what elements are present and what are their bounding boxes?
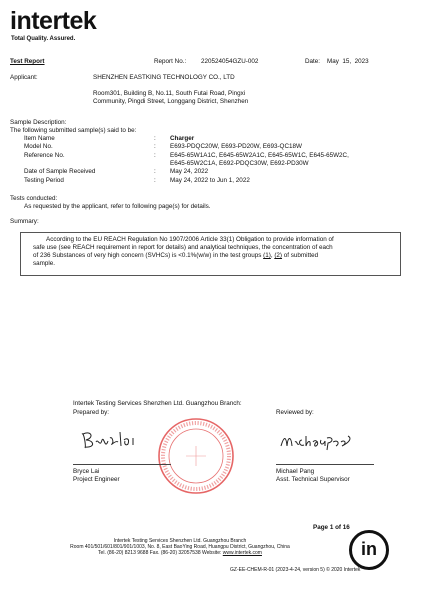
applicant-address-line2: Community, Pingdi Street, Longgang District, Shenzhen	[93, 98, 249, 105]
reviewed-by-label: Reviewed by:	[276, 409, 314, 416]
page-indicator	[313, 524, 350, 532]
prepared-by-label: Prepared by:	[73, 409, 110, 416]
reference-no-value: E645-65W1A1C, E645-65W2A1C, E645-65W1C, E645-65W2C,	[170, 152, 349, 159]
page-current: 1	[329, 524, 334, 531]
sample-row-label: Reference No.	[24, 152, 65, 159]
page-of: of	[335, 524, 342, 531]
intertek-logo: intertek	[10, 7, 97, 35]
test-group-link-2[interactable]: (2)	[274, 252, 283, 259]
summary-separator: ,	[270, 252, 275, 259]
date-received-value: May 24, 2022	[170, 168, 209, 175]
sample-heading: Sample Description:	[10, 119, 67, 126]
summary-line	[33, 252, 318, 260]
sample-row-colon: :	[154, 152, 156, 159]
signature-line	[73, 464, 171, 465]
summary-line: sample.	[33, 260, 56, 267]
sample-row-colon: :	[154, 177, 156, 184]
summary-line: safe use (see REACH requirement in report for details) and analytical techniques, the concentration of each	[33, 244, 333, 251]
company-stamp	[156, 416, 236, 496]
tests-text: As requested by the applicant, refer to following page(s) for details.	[24, 203, 211, 210]
sample-row-label: Item Name	[24, 135, 55, 142]
logo-tagline: Total Quality. Assured.	[11, 36, 76, 42]
footer-company: Intertek Testing Services Shenzhen Ltd. Guangzhou Branch	[113, 538, 247, 544]
date-value: May 15, 2023	[327, 58, 369, 65]
branch-name: Intertek Testing Services Shenzhen Ltd. Guangzhou Branch:	[73, 400, 242, 407]
reviewed-title: Asst. Technical Supervisor	[276, 476, 350, 483]
reviewed-name: Michael Pang	[276, 468, 315, 475]
sample-row-label: Testing Period	[24, 177, 64, 184]
page-label: Page	[313, 524, 329, 531]
sample-row-label: Model No.	[24, 143, 53, 150]
sample-row-colon: :	[154, 168, 156, 175]
summary-line3-text: of 236 Substances of very high concern (SVHCs) is <0.1%(w/w) in the test groups	[33, 252, 264, 259]
website-link[interactable]: www.intertek.com	[222, 550, 262, 556]
applicant-address-line1: Room301, Building B, No.11, South Futai Road, Pingxi	[93, 90, 246, 97]
test-group-link-1[interactable]: (1)	[263, 252, 271, 259]
signature-line	[276, 464, 374, 465]
footer-doc-code: GZ-EE-CHEM-R-01 (2023-4-24, version 5) © 2020 Intertek	[230, 567, 361, 573]
prepared-title: Project Engineer	[73, 476, 120, 483]
report-no-value: 220524054GZU-002	[201, 58, 259, 65]
applicant-name: SHENZHEN EASTKING TECHNOLOGY CO., LTD	[93, 74, 235, 81]
footer-contact	[20, 550, 340, 556]
tests-heading: Tests conducted:	[10, 195, 58, 202]
sample-intro: The following submitted sample(s) said to be:	[10, 127, 137, 134]
summary-line3-end: of submitted	[282, 252, 319, 259]
page-total: 16	[342, 524, 350, 531]
reference-no-value-cont: E645-65W2C1A, E692-PDQC30W, E692-PD30W	[170, 160, 309, 167]
intertek-seal-icon: in	[349, 530, 389, 570]
applicant-label: Applicant:	[10, 74, 38, 81]
date-label: Date:	[305, 58, 321, 65]
footer-tel-fax: Tel. (86-20) 8213 9688 Fax. (86-20) 32057538 Website:	[98, 550, 223, 556]
item-name-value: Charger	[170, 135, 195, 142]
summary-heading: Summary:	[10, 218, 39, 225]
report-title: Test Report	[10, 58, 45, 65]
model-no-value: E693-PDQC20W, E693-PD20W, E693-QC18W	[170, 143, 302, 150]
sample-row-label: Date of Sample Received	[24, 168, 96, 175]
footer-address: Room 401/501/601/801/901/1003, No. 8, East BaoYing Road, Huangpu District, Guangzhou, China	[70, 544, 290, 550]
sample-row-colon: :	[154, 135, 156, 142]
testing-period-value: May 24, 2022 to Jun 1, 2022	[170, 177, 250, 184]
report-no-label: Report No.:	[154, 58, 187, 65]
prepared-signature	[78, 428, 148, 452]
sample-row-colon: :	[154, 143, 156, 150]
prepared-name: Bryce Lai	[73, 468, 100, 475]
reviewed-signature	[278, 430, 354, 452]
summary-line: According to the EU REACH Regulation No 1907/2006 Article 33(1) Obligation to provide information of	[46, 236, 334, 243]
